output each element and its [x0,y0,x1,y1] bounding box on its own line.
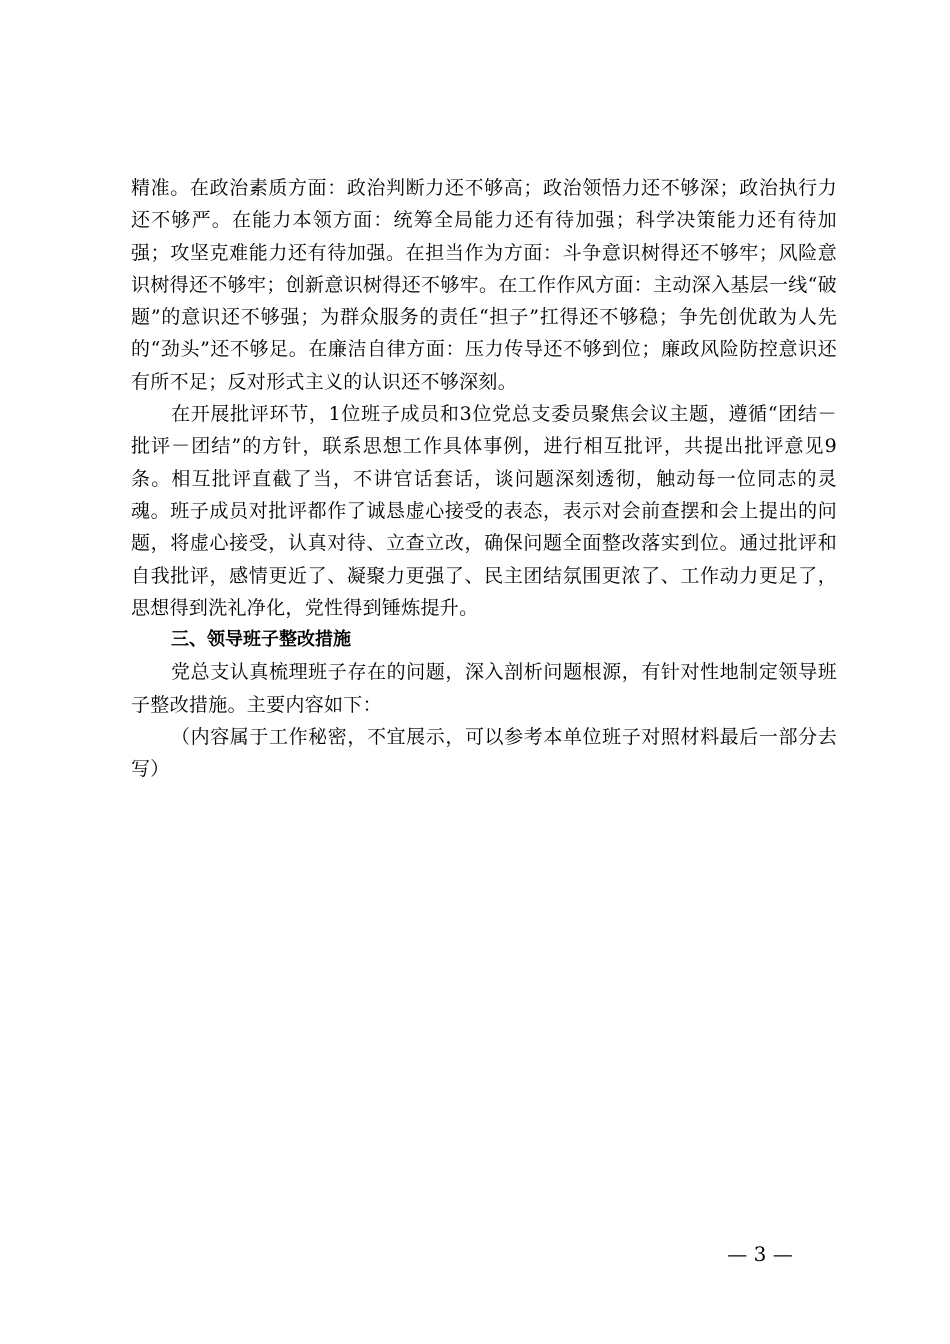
paragraph-self-review-continued: 精准。在政治素质方面：政治判断力还不够高；政治领悟力还不够深；政治执行力还不够严。在能力本领方面：统筹全局能力还有待加强；科学决策能力还有待加强；攻坚克难能力还有待加强。在担当作为方面：斗争意识树得还不够牢；风险意识树得还不够牢；创新意识树得还不够牢。在工作作风方面：主动深入基层一线“破题”的意识还不够强；为群众服务的责任“担子”扛得还不够稳；争先创优敢为人先的“劲头”还不够足。在廉洁自律方面：压力传导还不够到位；廉政风险防控意识还有所不足；反对形式主义的认识还不够深刻。 [131,177,837,393]
document-body [131,172,837,786]
section-heading-rectification: 三、领导班子整改措施 [171,629,351,651]
paragraph-criticism-session: 在开展批评环节，1位班子成员和3位党总支委员聚焦会议主题，遵循“团结－批评－团结”的方针，联系思想工作具体事例，进行相互批评，共提出批评意见9条。相互批评直截了当，不讲官话套话，谈问题深刻透彻，触动每一位同志的灵魂。班子成员对批评都作了诚恳虚心接受的表态，表示对会前查摆和会上提出的问题，将虚心接受，认真对待、立查立改，确保问题全面整改落实到位。通过批评和自我批评，感情更近了、凝聚力更强了、民主团结氛围更浓了、工作动力更足了，思想得到洗礼净化，党性得到锤炼提升。 [131,403,837,619]
paragraph-confidential-note: （内容属于工作秘密，不宜展示，可以参考本单位班子对照材料最后一部分去写） [131,726,837,781]
page-number: — 3 — [727,1242,793,1266]
paragraph-rectification-intro: 党总支认真梳理班子存在的问题，深入剖析问题根源，有针对性地制定领导班子整改措施。主要内容如下： [131,661,837,716]
